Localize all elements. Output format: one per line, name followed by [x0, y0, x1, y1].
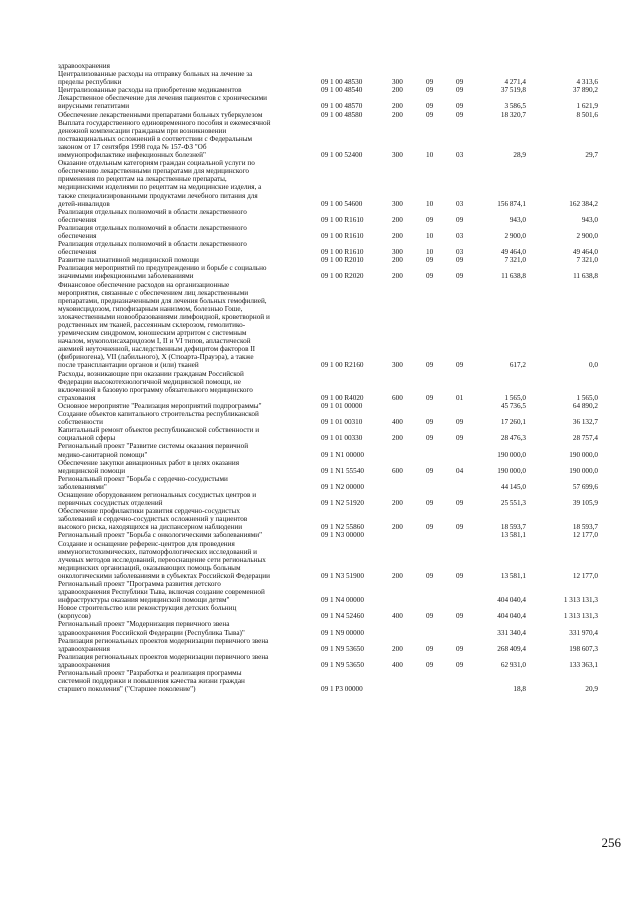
row-code: 09 1 01 00310: [321, 418, 363, 427]
row-value-2: 198 607,3: [569, 644, 598, 653]
row-name: Централизованные расходы на приобретение медикаментов: [58, 86, 242, 95]
table-row: [58, 507, 598, 531]
table-row: [58, 208, 598, 224]
row-rz: 09: [426, 102, 434, 111]
row-value-1: 37 519,8: [500, 86, 526, 95]
table-row: [58, 159, 598, 208]
table-row: [58, 402, 598, 410]
row-vr: 200: [392, 571, 403, 580]
table-row: [58, 70, 598, 86]
row-name: Региональный проект "Программа развития детского здравоохранения Республики Тыва, включая создание современной инфраструктуры оказания медицинской помощи детям": [58, 580, 265, 605]
row-code: 09 1 01 00000: [321, 401, 363, 410]
row-value-2: 943,0: [581, 215, 598, 224]
row-pr: 09: [456, 272, 464, 281]
row-pr: 04: [456, 466, 464, 475]
row-value-1: 45 736,5: [500, 401, 526, 410]
row-pr: 09: [456, 361, 464, 370]
row-value-2: 4 313,6: [576, 78, 598, 87]
row-rz: 09: [426, 78, 434, 87]
row-value-1: 25 551,3: [500, 499, 526, 508]
row-code: 09 1 00 52400: [321, 151, 363, 160]
row-vr: 200: [392, 102, 403, 111]
row-value-2: 133 363,1: [569, 660, 598, 669]
table-row: [58, 426, 598, 442]
row-code: 09 1 N3 51900: [321, 571, 364, 580]
row-rz: 09: [426, 361, 434, 370]
row-name: Выплата государственного единовременного пособия и ежемесячной денежной компенсации гражданам при возникновении поствакцинальных осложнений в соответствии с Федеральным законом от 17 сентября 1998 года № 157-ФЗ "Об иммунопрофилактике инфекционных болезней": [58, 118, 271, 160]
row-vr: 200: [392, 434, 403, 443]
row-vr: 200: [392, 256, 403, 265]
row-name: Региональный проект "Борьба с сердечно-сосудистыми заболеваниями": [58, 474, 228, 491]
row-code: 09 1 N2 00000: [321, 482, 364, 491]
row-code: 09 1 00 R2020: [321, 272, 364, 281]
row-name: Обеспечение закупки авиационных работ в целях оказания медицинской помощи: [58, 458, 240, 475]
row-rz: 09: [426, 660, 434, 669]
row-rz: 09: [426, 393, 434, 402]
table-row: [58, 604, 598, 620]
table-row: [58, 669, 598, 693]
page-number: 256: [601, 835, 621, 850]
row-pr: 03: [456, 151, 464, 160]
table-row: [58, 653, 598, 669]
row-code: 09 1 N2 55860: [321, 523, 364, 532]
row-pr: 03: [456, 199, 464, 208]
row-value-1: 3 586,5: [504, 102, 526, 111]
row-code: 09 1 01 00330: [321, 434, 363, 443]
row-value-2: 12 177,0: [572, 531, 598, 540]
row-code: 09 1 N4 52460: [321, 612, 364, 621]
table-row: [58, 491, 598, 507]
row-code: 09 1 N1 00000: [321, 450, 364, 459]
row-rz: 09: [426, 644, 434, 653]
row-pr: 09: [456, 644, 464, 653]
row-rz: 10: [426, 199, 434, 208]
table-row: [58, 459, 598, 475]
row-code: 09 1 N1 55540: [321, 466, 364, 475]
row-value-1: 11 638,8: [501, 272, 526, 281]
row-code: 09 1 P3 00000: [321, 685, 363, 694]
row-name: здравоохранения: [58, 62, 110, 70]
row-rz: 10: [426, 248, 434, 257]
row-vr: 300: [392, 199, 403, 208]
row-code: 09 1 N9 53650: [321, 644, 364, 653]
row-vr: 200: [392, 215, 403, 224]
table-row: [58, 442, 598, 458]
row-pr: 09: [456, 110, 464, 119]
budget-table: [58, 62, 598, 693]
row-value-1: 7 321,0: [504, 256, 526, 265]
table-row: [58, 86, 598, 94]
table-row: [58, 119, 598, 159]
row-rz: 09: [426, 86, 434, 95]
row-vr: 300: [392, 151, 403, 160]
row-pr: 09: [456, 612, 464, 621]
row-pr: 01: [456, 393, 464, 402]
row-value-1: 62 931,0: [500, 660, 526, 669]
row-code: 09 1 00 48570: [321, 102, 363, 111]
table-row: [58, 111, 598, 119]
row-name: Создание и оснащение референс-центров для проведения иммуногистохимических, патоморфологических исследований и лучевых методов исследований, переоснащение сети региональных медицинских организаций, оказывающих помощь больным онкологическими заболеваниями в субъектах Российской Федерации: [58, 539, 270, 580]
row-rz: 09: [426, 499, 434, 508]
row-name: Реализация отдельных полномочий в области лекарственного обеспечения: [58, 207, 247, 224]
row-vr: 200: [392, 523, 403, 532]
row-value-2: 39 105,9: [572, 499, 598, 508]
table-row: [58, 637, 598, 653]
row-value-1: 190 000,0: [497, 466, 526, 475]
table-row: [58, 540, 598, 580]
table-row: [58, 281, 598, 370]
row-value-2: 190 000,0: [569, 466, 598, 475]
row-value-1: 13 581,1: [500, 571, 526, 580]
row-name: Лекарственное обеспечение для лечения пациентов с хроническими вирусными гепатитами: [58, 94, 267, 111]
row-code: 09 1 00 48580: [321, 110, 363, 119]
table-row: [58, 620, 598, 636]
row-name: Централизованные расходы на отправку больных на лечение за пределы республики: [58, 70, 253, 87]
row-value-2: 57 699,6: [572, 482, 598, 491]
row-code: 09 1 00 R1610: [321, 231, 364, 240]
table-row: [58, 531, 598, 539]
row-value-1: 404 040,4: [497, 596, 526, 605]
row-value-2: 11 638,8: [573, 272, 598, 281]
row-name: Реализация отдельных полномочий в области лекарственного обеспечения: [58, 223, 247, 240]
table-row: [58, 94, 598, 110]
table-row: [58, 410, 598, 426]
row-rz: 10: [426, 231, 434, 240]
row-value-1: 44 145,0: [500, 482, 526, 491]
row-vr: 300: [392, 361, 403, 370]
row-name: Региональный проект "Модернизация первичного звена здравоохранения Российской Федерации (Республика Тыва)": [58, 620, 245, 637]
row-vr: 400: [392, 418, 403, 427]
row-value-2: 36 132,7: [572, 418, 598, 427]
row-value-2: 1 313 131,3: [563, 596, 598, 605]
row-name: Основное мероприятие "Реализация мероприятий подпрограммы": [58, 401, 262, 410]
row-rz: 09: [426, 256, 434, 265]
row-vr: 200: [392, 272, 403, 281]
row-pr: 09: [456, 499, 464, 508]
row-vr: 200: [392, 644, 403, 653]
row-value-1: 404 040,4: [497, 612, 526, 621]
row-code: 09 1 00 48530: [321, 78, 363, 87]
row-value-2: 37 890,2: [572, 86, 598, 95]
row-value-2: 7 321,0: [576, 256, 598, 265]
row-vr: 300: [392, 78, 403, 87]
row-name: Обеспечение лекарственными препаратами больных туберкулезом: [58, 110, 263, 119]
row-value-2: 0,0: [589, 361, 598, 370]
row-rz: 09: [426, 571, 434, 580]
row-value-1: 18,8: [513, 685, 526, 694]
row-vr: 200: [392, 231, 403, 240]
row-value-2: 29,7: [585, 151, 598, 160]
row-code: 09 1 N9 00000: [321, 628, 364, 637]
row-pr: 03: [456, 231, 464, 240]
row-code: 09 1 N3 00000: [321, 531, 364, 540]
row-vr: 200: [392, 86, 403, 95]
row-value-2: 49 464,0: [572, 248, 598, 257]
row-vr: 300: [392, 248, 403, 257]
row-code: 09 1 00 R2160: [321, 361, 364, 370]
row-rz: 09: [426, 434, 434, 443]
row-pr: 09: [456, 523, 464, 532]
row-vr: 400: [392, 660, 403, 669]
row-name: Реализация мероприятий по предупреждению и борьбе с социально значимыми инфекционными заболеваниями: [58, 264, 267, 281]
row-value-1: 49 464,0: [500, 248, 526, 257]
row-name: Обеспечение профилактики развития сердечно-сосудистых заболеваний и сердечно-сосудистых осложнений у пациентов высокого риска, находящихся на диспансерном наблюдении: [58, 507, 248, 532]
row-value-1: 28,9: [513, 151, 526, 160]
row-value-1: 617,2: [509, 361, 526, 370]
row-value-1: 18 320,7: [500, 110, 526, 119]
row-value-1: 17 260,1: [500, 418, 526, 427]
row-value-2: 28 757,4: [572, 434, 598, 443]
row-code: 09 1 00 R1610: [321, 248, 364, 257]
row-value-2: 8 501,6: [576, 110, 598, 119]
table-row: [58, 264, 598, 280]
row-vr: 200: [392, 499, 403, 508]
row-value-2: 162 384,2: [569, 199, 598, 208]
row-vr: 600: [392, 466, 403, 475]
row-value-2: 64 890,2: [572, 401, 598, 410]
row-code: 09 1 N4 00000: [321, 596, 364, 605]
row-code: 09 1 N9 53650: [321, 660, 364, 669]
row-name: Оснащение оборудованием региональных сосудистых центров и первичных сосудистых отделений: [58, 490, 257, 508]
table-row: [58, 224, 598, 240]
table-row: [58, 256, 598, 264]
row-name: Региональный проект "Борьба с онкологическими заболеваниями": [58, 531, 263, 540]
row-value-2: 190 000,0: [569, 450, 598, 459]
row-value-2: 18 593,7: [572, 523, 598, 532]
row-value-2: 1 621,9: [576, 102, 598, 111]
row-name: Региональный проект "Развитие системы оказания первичной медико-санитарной помощи": [58, 442, 249, 459]
row-pr: 09: [456, 86, 464, 95]
table-row: [58, 62, 598, 70]
row-value-2: 331 970,4: [569, 628, 598, 637]
row-value-1: 4 271,4: [504, 78, 526, 87]
row-name: Новое строительство или реконструкция детских больниц (корпусов): [58, 604, 237, 621]
row-value-2: 20,9: [585, 685, 598, 694]
row-value-1: 268 409,4: [497, 644, 526, 653]
row-value-1: 331 340,4: [497, 628, 526, 637]
row-value-2: 12 177,0: [572, 571, 598, 580]
row-rz: 09: [426, 466, 434, 475]
row-pr: 09: [456, 78, 464, 87]
row-value-1: 18 593,7: [500, 523, 526, 532]
row-name: Региональный проект "Разработка и реализация программы системной поддержки и повышения качества жизни граждан старшего поколения" ("Старшее поколение"): [58, 669, 245, 694]
row-name: Реализация региональных проектов модернизации первичного звена здравоохранения: [58, 636, 269, 653]
row-name: Финансовое обеспечение расходов на организационные мероприятия, связанные с обеспечением лиц лекарственными препаратами, предназначенными для лечения больных гемофилией, муковисцидозом, гипофизарным нанизмом, болезнью Гоше, злокачественными новообразованиями лимфоидной, кроветворной и родственных им тканей, рассеянным склерозом, гемолитико- уремическим синдромом, юношеским артритом с системным началом, мукополисахаридозом I, II и VI типов, апластической анемией неуточненной, наследственным дефицитом факторов II (фибриногена), VII (лабильного), X (Стюарта-Прауэра), а также после трансплантации органов и (или) тканей: [58, 280, 270, 370]
row-value-1: 156 874,1: [497, 199, 526, 208]
row-pr: 09: [456, 215, 464, 224]
row-value-2: 1 313 131,3: [563, 612, 598, 621]
row-rz: 09: [426, 612, 434, 621]
table-row: [58, 475, 598, 491]
row-rz: 09: [426, 418, 434, 427]
row-code: 09 1 00 R1610: [321, 215, 364, 224]
row-vr: 600: [392, 393, 403, 402]
row-name: Реализация отдельных полномочий в области лекарственного обеспечения: [58, 240, 247, 257]
row-value-1: 28 476,3: [500, 434, 526, 443]
row-name: Капитальный ремонт объектов республиканской собственности и социальной сферы: [58, 426, 260, 443]
row-rz: 09: [426, 215, 434, 224]
row-vr: 200: [392, 110, 403, 119]
row-value-2: 2 900,0: [576, 231, 598, 240]
row-name: Развитие паллиативной медицинской помощи: [58, 256, 199, 265]
row-pr: 09: [456, 660, 464, 669]
row-pr: 09: [456, 418, 464, 427]
row-rz: 09: [426, 110, 434, 119]
row-pr: 09: [456, 102, 464, 111]
table-row: [58, 580, 598, 604]
row-value-2: 1 565,0: [576, 393, 598, 402]
row-pr: 09: [456, 571, 464, 580]
row-code: 09 1 00 54600: [321, 199, 363, 208]
row-name: Создание объектов капитального строительства республиканской собственности: [58, 410, 259, 427]
row-value-1: 13 581,1: [500, 531, 526, 540]
row-value-1: 2 900,0: [504, 231, 526, 240]
row-pr: 09: [456, 434, 464, 443]
row-code: 09 1 00 R4020: [321, 393, 364, 402]
row-pr: 09: [456, 256, 464, 265]
row-code: 09 1 00 48540: [321, 86, 363, 95]
row-pr: 03: [456, 248, 464, 257]
row-rz: 09: [426, 272, 434, 281]
row-rz: 10: [426, 151, 434, 160]
row-vr: 400: [392, 612, 403, 621]
row-code: 09 1 N2 51920: [321, 499, 364, 508]
row-value-1: 943,0: [509, 215, 526, 224]
row-name: Оказание отдельным категориям граждан социальной услуги по обеспечению лекарственными препаратами для медицинского применения по рецептам на лекарственные препараты, медицинскими изделиями по рецептам на медицинские изделия, а также специализированными продуктами лечебного питания для детей-инвалидов: [58, 159, 262, 208]
row-name: Расходы, возникающие при оказании гражданам Российской Федерации высокотехнологичной медицинской помощи, не включенной в базовую программу обязательного медицинского страхования: [58, 369, 253, 402]
row-value-1: 1 565,0: [504, 393, 526, 402]
row-rz: 09: [426, 523, 434, 532]
table-row: [58, 240, 598, 256]
table-row: [58, 370, 598, 402]
row-code: 09 1 00 R2010: [321, 256, 364, 265]
row-name: Реализация региональных проектов модернизации первичного звена здравоохранения: [58, 652, 269, 669]
row-value-1: 190 000,0: [497, 450, 526, 459]
